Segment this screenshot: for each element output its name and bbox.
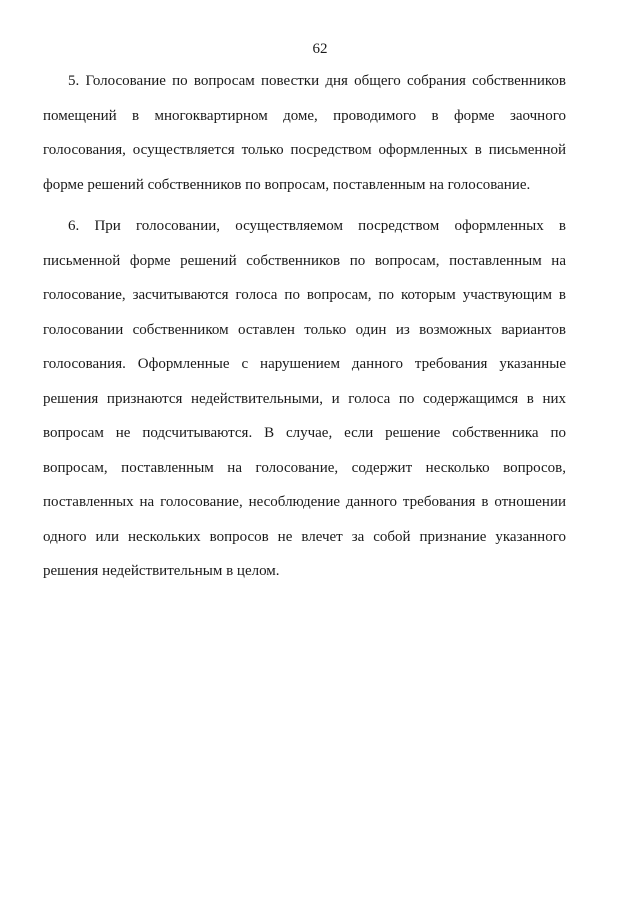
document-body — [43, 64, 566, 596]
paragraph-5: 5. Голосование по вопросам повестки дня общего собрания собственников помещений в многоквартирном доме, проводимого в форме заочного голосования, осуществляется только посредством оформленных в письменной форме решений собственников по вопросам, поставленным на голосование. — [43, 73, 566, 193]
paragraph-6: 6. При голосовании, осуществляемом посредством оформленных в письменной форме решений собственников по вопросам, поставленным на голосование, засчитываются голоса по вопросам, по которым участвующим в голосовании собственником оставлен только один из возможных вариантов голосования. Оформленные с нарушением данного требования указанные решения признаются недействительными, и голоса по содержащимся в них вопросам не подсчитываются. В случае, если решение собственника по вопросам, поставленным на голосование, содержит несколько вопросов, поставленных на голосование, несоблюдение данного требования в отношении одного или нескольких вопросов не влечет за собой признание указанного решения недействительным в целом. — [43, 218, 566, 579]
page-number: 62 — [312, 41, 328, 57]
